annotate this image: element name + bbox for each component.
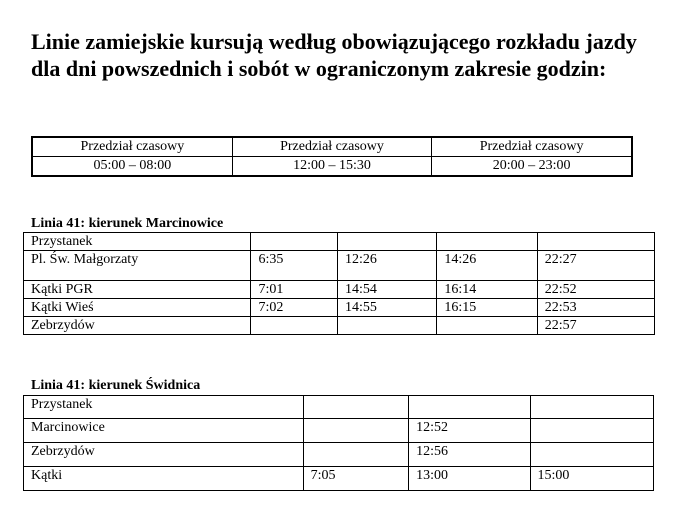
departure-time [251, 317, 337, 335]
table-header-row [24, 396, 654, 419]
line1-title: Linia 41: kierunek Marcinowice [31, 216, 224, 231]
line1-timetable [23, 232, 655, 335]
departure-time: 15:00 [530, 467, 653, 491]
periods-range-row [32, 157, 632, 177]
departure-time: 22:27 [537, 251, 654, 281]
departure-time: 22:57 [537, 317, 654, 335]
table-row [24, 281, 655, 299]
departure-time [303, 443, 408, 467]
departure-time: 6:35 [251, 251, 337, 281]
table-row [24, 251, 655, 281]
page-heading: Linie zamiejskie kursują według obowiązującego rozkładu jazdy dla dni powszednich i sobót w ograniczonym zakresie godzin: [31, 29, 637, 81]
table-row [24, 467, 654, 491]
departure-time: 7:02 [251, 299, 337, 317]
stop-header: Przystanek [24, 396, 304, 419]
departure-time [530, 443, 653, 467]
stop-header: Przystanek [24, 233, 251, 251]
period-label: Przedział czasowy [432, 137, 632, 157]
period-label: Przedział czasowy [232, 137, 431, 157]
table-header-row [24, 233, 655, 251]
table-row [24, 317, 655, 335]
period-label: Przedział czasowy [32, 137, 232, 157]
table-row [24, 299, 655, 317]
departure-time: 14:54 [337, 281, 436, 299]
departure-time: 13:00 [409, 467, 530, 491]
stop-name: Kątki PGR [24, 281, 251, 299]
stop-name: Marcinowice [24, 419, 304, 443]
stop-name: Pl. Św. Małgorzaty [24, 251, 251, 281]
departure-time: 14:55 [337, 299, 436, 317]
departure-time [530, 419, 653, 443]
periods-header-row [32, 137, 632, 157]
period-range: 05:00 – 08:00 [32, 157, 232, 177]
departure-time: 7:01 [251, 281, 337, 299]
departure-time [337, 317, 436, 335]
stop-name: Kątki Wieś [24, 299, 251, 317]
table-row [24, 443, 654, 467]
departure-time [437, 317, 537, 335]
departure-time: 12:52 [409, 419, 530, 443]
departure-time: 12:26 [337, 251, 436, 281]
departure-time: 16:14 [437, 281, 537, 299]
departure-time: 16:15 [437, 299, 537, 317]
period-range: 12:00 – 15:30 [232, 157, 431, 177]
departure-time: 12:56 [409, 443, 530, 467]
stop-name: Zebrzydów [24, 443, 304, 467]
time-periods-table [31, 136, 633, 177]
table-row [24, 419, 654, 443]
line2-title: Linia 41: kierunek Świdnica [31, 378, 201, 393]
departure-time: 22:52 [537, 281, 654, 299]
departure-time: 22:53 [537, 299, 654, 317]
departure-time [303, 419, 408, 443]
departure-time: 7:05 [303, 467, 408, 491]
stop-name: Kątki [24, 467, 304, 491]
period-range: 20:00 – 23:00 [432, 157, 632, 177]
line2-timetable [23, 395, 654, 491]
stop-name: Zebrzydów [24, 317, 251, 335]
departure-time: 14:26 [437, 251, 537, 281]
